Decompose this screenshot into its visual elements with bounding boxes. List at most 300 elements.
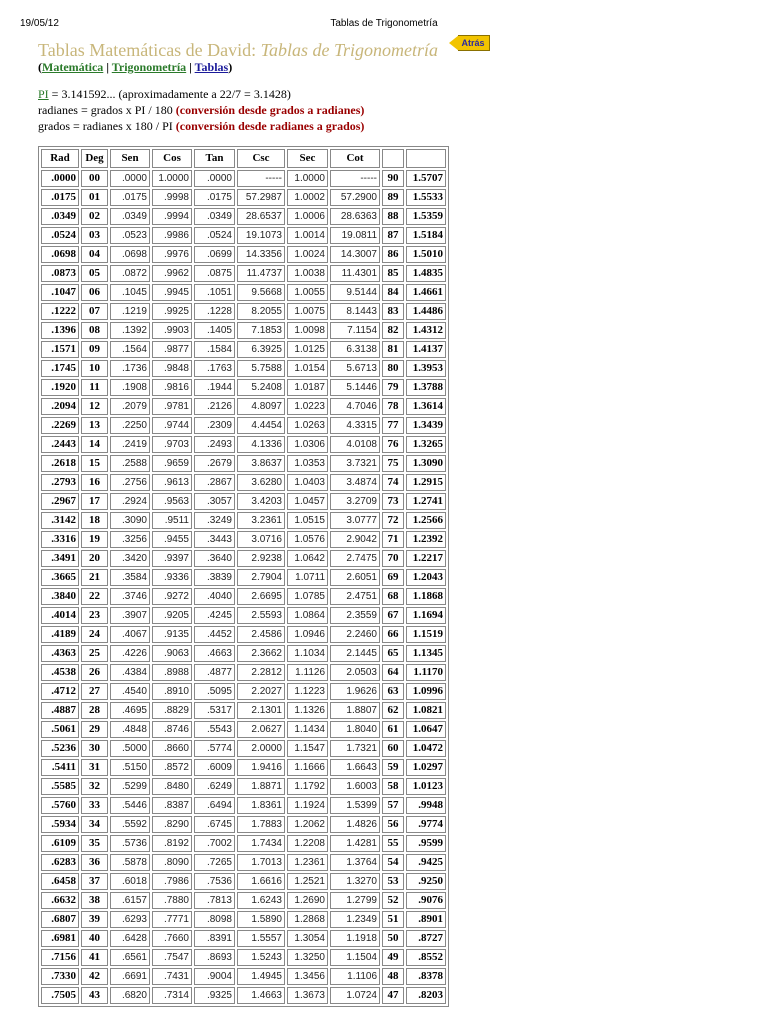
table-row (41, 721, 446, 738)
cell-csc: 1.8361 (237, 797, 285, 814)
cell-rad-complement: 1.2915 (406, 474, 446, 491)
cell-tan: .7265 (194, 854, 235, 871)
cell-sec: 1.1126 (287, 664, 328, 681)
cell-cot: 1.8807 (330, 702, 380, 719)
cell-sen: .6293 (110, 911, 150, 928)
cell-rad-complement: 1.5707 (406, 170, 446, 187)
cell-deg: 02 (81, 208, 108, 225)
cell-rad: .1745 (41, 360, 79, 377)
cell-csc: 5.2408 (237, 379, 285, 396)
cell-sec: 1.0006 (287, 208, 328, 225)
table-row (41, 607, 446, 624)
pi-link[interactable]: PI (38, 87, 49, 101)
cell-sen: .0698 (110, 246, 150, 263)
cell-deg: 07 (81, 303, 108, 320)
breadcrumb-separator: | (186, 60, 195, 74)
table-row (41, 778, 446, 795)
cell-tan: .1763 (194, 360, 235, 377)
cell-deg: 40 (81, 930, 108, 947)
cell-sec: 1.2868 (287, 911, 328, 928)
cell-cos: .9272 (152, 588, 192, 605)
cell-deg-complement: 78 (382, 398, 404, 415)
cell-tan: .0699 (194, 246, 235, 263)
table-row (41, 436, 446, 453)
cell-sen: .1908 (110, 379, 150, 396)
cell-rad: .6981 (41, 930, 79, 947)
cell-sen: .2924 (110, 493, 150, 510)
cell-rad-complement: 1.2217 (406, 550, 446, 567)
cell-csc: 3.0716 (237, 531, 285, 548)
cell-deg: 22 (81, 588, 108, 605)
cell-deg: 03 (81, 227, 108, 244)
deg-to-rad-formula: radianes = grados x PI / 180 (38, 103, 176, 117)
cell-deg: 10 (81, 360, 108, 377)
cell-rad: .3142 (41, 512, 79, 529)
cell-tan: .6494 (194, 797, 235, 814)
cell-csc: 1.4663 (237, 987, 285, 1004)
cell-deg: 36 (81, 854, 108, 871)
cell-rad-complement: 1.4312 (406, 322, 446, 339)
table-row (41, 398, 446, 415)
cell-deg: 43 (81, 987, 108, 1004)
cell-sec: 1.0785 (287, 588, 328, 605)
cell-deg: 13 (81, 417, 108, 434)
cell-sec: 1.1434 (287, 721, 328, 738)
cell-deg-complement: 64 (382, 664, 404, 681)
cell-cot: 2.2460 (330, 626, 380, 643)
cell-deg-complement: 61 (382, 721, 404, 738)
cell-csc: 2.3662 (237, 645, 285, 662)
cell-deg: 30 (81, 740, 108, 757)
cell-cos: .7314 (152, 987, 192, 1004)
table-row (41, 493, 446, 510)
cell-sen: .5150 (110, 759, 150, 776)
cell-cot: 1.2799 (330, 892, 380, 909)
cell-sen: .5000 (110, 740, 150, 757)
cell-sec: 1.0223 (287, 398, 328, 415)
cell-rad-complement: 1.3953 (406, 360, 446, 377)
cell-rad: .2967 (41, 493, 79, 510)
cell-cos: .9511 (152, 512, 192, 529)
cell-sec: 1.2361 (287, 854, 328, 871)
cell-cot: 3.0777 (330, 512, 380, 529)
cell-csc: 1.4945 (237, 968, 285, 985)
cell-sec: 1.0306 (287, 436, 328, 453)
cell-tan: .0000 (194, 170, 235, 187)
cell-cot: 5.1446 (330, 379, 380, 396)
cell-deg-complement: 68 (382, 588, 404, 605)
cell-rad: .5934 (41, 816, 79, 833)
cell-sec: 1.0014 (287, 227, 328, 244)
cell-cos: .8572 (152, 759, 192, 776)
cell-cot: 1.3270 (330, 873, 380, 890)
cell-deg-complement: 48 (382, 968, 404, 985)
col-header-cos: Cos (152, 149, 192, 168)
cell-csc: 1.8871 (237, 778, 285, 795)
cell-rad: .2443 (41, 436, 79, 453)
cell-cot: 1.9626 (330, 683, 380, 700)
cell-deg-complement: 71 (382, 531, 404, 548)
page-title-main: Tablas Matemáticas de David: (38, 40, 257, 60)
cell-rad: .3840 (41, 588, 79, 605)
cell-cot: 3.7321 (330, 455, 380, 472)
cell-csc: 2.6695 (237, 588, 285, 605)
cell-deg-complement: 80 (382, 360, 404, 377)
cell-rad: .7505 (41, 987, 79, 1004)
cell-deg-complement: 56 (382, 816, 404, 833)
cell-sen: .6428 (110, 930, 150, 947)
cell-tan: .5095 (194, 683, 235, 700)
back-button[interactable] (449, 34, 493, 52)
cell-csc: 14.3356 (237, 246, 285, 263)
cell-rad: .2269 (41, 417, 79, 434)
cell-sec: 1.0576 (287, 531, 328, 548)
cell-csc: 11.4737 (237, 265, 285, 282)
cell-deg-complement: 83 (382, 303, 404, 320)
cell-rad: .6807 (41, 911, 79, 928)
table-row (41, 341, 446, 358)
cell-rad: .7330 (41, 968, 79, 985)
cell-deg-complement: 59 (382, 759, 404, 776)
cell-cos: .9986 (152, 227, 192, 244)
cell-rad-complement: 1.1519 (406, 626, 446, 643)
cell-rad: .6109 (41, 835, 79, 852)
cell-tan: .1228 (194, 303, 235, 320)
cell-tan: .4452 (194, 626, 235, 643)
cell-deg: 16 (81, 474, 108, 491)
cell-sec: 1.0403 (287, 474, 328, 491)
cell-csc: 1.7434 (237, 835, 285, 852)
cell-rad-complement: 1.2392 (406, 531, 446, 548)
cell-sen: .3420 (110, 550, 150, 567)
cell-rad: .0698 (41, 246, 79, 263)
cell-deg-complement: 84 (382, 284, 404, 301)
cell-sen: .4540 (110, 683, 150, 700)
cell-cos: .9135 (152, 626, 192, 643)
cell-tan: .4877 (194, 664, 235, 681)
cell-csc: 2.4586 (237, 626, 285, 643)
cell-sec: 1.0154 (287, 360, 328, 377)
cell-tan: .3839 (194, 569, 235, 586)
table-row (41, 455, 446, 472)
cell-sen: .6691 (110, 968, 150, 985)
cell-cot: 2.7475 (330, 550, 380, 567)
cell-sen: .1736 (110, 360, 150, 377)
rad-to-deg-note: (conversión desde radianes a grados) (175, 119, 365, 133)
cell-deg-complement: 69 (382, 569, 404, 586)
cell-tan: .9004 (194, 968, 235, 985)
cell-deg-complement: 85 (382, 265, 404, 282)
nav-link-matematica[interactable]: Matemática (42, 60, 104, 74)
cell-rad: .6458 (41, 873, 79, 890)
cell-sec: 1.0864 (287, 607, 328, 624)
cell-sen: .1045 (110, 284, 150, 301)
table-row (41, 816, 446, 833)
cell-deg-complement: 88 (382, 208, 404, 225)
cell-tan: .1051 (194, 284, 235, 301)
cell-cot: 1.7321 (330, 740, 380, 757)
cell-rad: .6632 (41, 892, 79, 909)
cell-cot: 9.5144 (330, 284, 380, 301)
cell-rad: .3491 (41, 550, 79, 567)
cell-csc: 1.6243 (237, 892, 285, 909)
trig-table-container (38, 146, 449, 1007)
col-header-csc: Csc (237, 149, 285, 168)
table-row (41, 208, 446, 225)
cell-sen: .2250 (110, 417, 150, 434)
cell-cos: .9781 (152, 398, 192, 415)
cell-deg: 05 (81, 265, 108, 282)
cell-cot: 1.4281 (330, 835, 380, 852)
cell-csc: 28.6537 (237, 208, 285, 225)
table-row (41, 835, 446, 852)
cell-csc: 3.4203 (237, 493, 285, 510)
nav-link-tablas[interactable]: Tablas (194, 60, 229, 74)
cell-sen: .2419 (110, 436, 150, 453)
cell-rad: .5585 (41, 778, 79, 795)
cell-tan: .1584 (194, 341, 235, 358)
nav-link-trigonometria[interactable]: Trigonometría (111, 60, 187, 74)
cell-rad-complement: 1.0472 (406, 740, 446, 757)
cell-rad-complement: 1.2741 (406, 493, 446, 510)
col-header-tan: Tan (194, 149, 235, 168)
cell-deg: 41 (81, 949, 108, 966)
cell-tan: .0875 (194, 265, 235, 282)
cell-tan: .2309 (194, 417, 235, 434)
cell-deg-complement: 52 (382, 892, 404, 909)
cell-csc: 1.5890 (237, 911, 285, 928)
cell-sec: 1.0946 (287, 626, 328, 643)
print-date: 19/05/12 (20, 18, 59, 29)
cell-sen: .3746 (110, 588, 150, 605)
table-row (41, 797, 446, 814)
cell-deg-complement: 76 (382, 436, 404, 453)
cell-csc: 2.9238 (237, 550, 285, 567)
table-row (41, 531, 446, 548)
page-title (38, 38, 738, 60)
cell-csc: 2.5593 (237, 607, 285, 624)
cell-sen: .6561 (110, 949, 150, 966)
cell-deg: 04 (81, 246, 108, 263)
cell-cot: 1.6003 (330, 778, 380, 795)
cell-cos: .7547 (152, 949, 192, 966)
cell-tan: .7002 (194, 835, 235, 852)
cell-csc: 4.1336 (237, 436, 285, 453)
cell-deg: 33 (81, 797, 108, 814)
cell-sen: .0000 (110, 170, 150, 187)
cell-deg-complement: 90 (382, 170, 404, 187)
cell-cos: .9744 (152, 417, 192, 434)
cell-cos: .9659 (152, 455, 192, 472)
breadcrumb (38, 60, 232, 75)
cell-sec: 1.0263 (287, 417, 328, 434)
cell-tan: .6745 (194, 816, 235, 833)
table-body (41, 170, 446, 1004)
cell-deg-complement: 66 (382, 626, 404, 643)
cell-rad: .5760 (41, 797, 79, 814)
cell-rad-complement: 1.0647 (406, 721, 446, 738)
cell-sen: .2588 (110, 455, 150, 472)
cell-sec: 1.0002 (287, 189, 328, 206)
table-row (41, 949, 446, 966)
cell-cot: 4.7046 (330, 398, 380, 415)
cell-sen: .5878 (110, 854, 150, 871)
cell-tan: .3443 (194, 531, 235, 548)
cell-cos: .8829 (152, 702, 192, 719)
cell-csc: ----- (237, 170, 285, 187)
cell-rad-complement: 1.5010 (406, 246, 446, 263)
cell-rad-complement: 1.4661 (406, 284, 446, 301)
cell-sen: .5592 (110, 816, 150, 833)
cell-tan: .1944 (194, 379, 235, 396)
cell-tan: .0349 (194, 208, 235, 225)
cell-sen: .4067 (110, 626, 150, 643)
rad-to-deg-formula: grados = radianes x 180 / PI (38, 119, 176, 133)
cell-deg-complement: 50 (382, 930, 404, 947)
cell-tan: .5543 (194, 721, 235, 738)
cell-csc: 3.2361 (237, 512, 285, 529)
cell-deg-complement: 75 (382, 455, 404, 472)
cell-rad-complement: 1.0996 (406, 683, 446, 700)
cell-deg-complement: 62 (382, 702, 404, 719)
table-row (41, 759, 446, 776)
table-row (41, 930, 446, 947)
table-row (41, 626, 446, 643)
cell-deg-complement: 51 (382, 911, 404, 928)
cell-deg-complement: 65 (382, 645, 404, 662)
cell-deg: 31 (81, 759, 108, 776)
cell-rad-complement: 1.1170 (406, 664, 446, 681)
cell-rad-complement: .8552 (406, 949, 446, 966)
breadcrumb-open: ( (38, 60, 42, 74)
cell-sec: 1.1924 (287, 797, 328, 814)
cell-rad-complement: 1.3265 (406, 436, 446, 453)
cell-csc: 1.5557 (237, 930, 285, 947)
table-row (41, 569, 446, 586)
cell-rad: .3665 (41, 569, 79, 586)
cell-sec: 1.0024 (287, 246, 328, 263)
cell-deg-complement: 74 (382, 474, 404, 491)
cell-cot: 1.4826 (330, 816, 380, 833)
cell-rad-complement: 1.5533 (406, 189, 446, 206)
cell-cot: 1.1918 (330, 930, 380, 947)
cell-rad: .2094 (41, 398, 79, 415)
cell-tan: .9325 (194, 987, 235, 1004)
deg-to-rad-line (38, 102, 364, 118)
cell-cot: 2.3559 (330, 607, 380, 624)
cell-sec: 1.0038 (287, 265, 328, 282)
cell-tan: .4663 (194, 645, 235, 662)
back-button-label: Atrás (458, 35, 490, 51)
cell-cos: .9848 (152, 360, 192, 377)
cell-rad: .0873 (41, 265, 79, 282)
cell-tan: .3057 (194, 493, 235, 510)
cell-csc: 2.0627 (237, 721, 285, 738)
cell-cos: 1.0000 (152, 170, 192, 187)
cell-cos: .8192 (152, 835, 192, 852)
cell-deg-complement: 87 (382, 227, 404, 244)
cell-deg: 34 (81, 816, 108, 833)
cell-deg-complement: 60 (382, 740, 404, 757)
cell-deg: 32 (81, 778, 108, 795)
table-row (41, 360, 446, 377)
cell-csc: 8.2055 (237, 303, 285, 320)
cell-deg: 18 (81, 512, 108, 529)
cell-deg: 01 (81, 189, 108, 206)
cell-cos: .9063 (152, 645, 192, 662)
cell-cos: .8988 (152, 664, 192, 681)
table-row (41, 645, 446, 662)
cell-cot: 1.3764 (330, 854, 380, 871)
cell-cos: .8090 (152, 854, 192, 871)
cell-tan: .0524 (194, 227, 235, 244)
cell-tan: .2126 (194, 398, 235, 415)
cell-rad-complement: 1.3614 (406, 398, 446, 415)
cell-rad-complement: .8203 (406, 987, 446, 1004)
cell-cos: .9903 (152, 322, 192, 339)
cell-csc: 3.8637 (237, 455, 285, 472)
cell-deg-complement: 55 (382, 835, 404, 852)
cell-deg: 39 (81, 911, 108, 928)
info-block (38, 86, 364, 134)
cell-cos: .8480 (152, 778, 192, 795)
print-title: Tablas de Trigonometría (330, 18, 438, 29)
cell-tan: .8693 (194, 949, 235, 966)
breadcrumb-close: ) (228, 60, 233, 74)
cell-cos: .9976 (152, 246, 192, 263)
cell-csc: 3.6280 (237, 474, 285, 491)
cell-tan: .3640 (194, 550, 235, 567)
cell-deg-complement: 86 (382, 246, 404, 263)
trig-table (38, 146, 449, 1007)
cell-tan: .8391 (194, 930, 235, 947)
cell-sen: .4695 (110, 702, 150, 719)
cell-sen: .0872 (110, 265, 150, 282)
cell-deg: 28 (81, 702, 108, 719)
cell-cos: .9613 (152, 474, 192, 491)
rad-to-deg-line (38, 118, 364, 134)
cell-deg: 08 (81, 322, 108, 339)
cell-deg-complement: 82 (382, 322, 404, 339)
cell-rad: .5411 (41, 759, 79, 776)
cell-cot: 4.3315 (330, 417, 380, 434)
cell-rad: .2793 (41, 474, 79, 491)
cell-cot: 1.8040 (330, 721, 380, 738)
cell-rad-complement: .9948 (406, 797, 446, 814)
cell-tan: .5774 (194, 740, 235, 757)
cell-rad: .5236 (41, 740, 79, 757)
cell-sen: .0523 (110, 227, 150, 244)
cell-cos: .9945 (152, 284, 192, 301)
table-row (41, 550, 446, 567)
cell-deg: 06 (81, 284, 108, 301)
cell-rad: .4363 (41, 645, 79, 662)
cell-cos: .9998 (152, 189, 192, 206)
cell-deg-complement: 72 (382, 512, 404, 529)
cell-csc: 1.5243 (237, 949, 285, 966)
cell-cot: 3.2709 (330, 493, 380, 510)
cell-sen: .1564 (110, 341, 150, 358)
cell-sec: 1.0642 (287, 550, 328, 567)
cell-sen: .3584 (110, 569, 150, 586)
col-header-rad: Rad (41, 149, 79, 168)
cell-rad: .5061 (41, 721, 79, 738)
cell-sen: .0175 (110, 189, 150, 206)
cell-sen: .6820 (110, 987, 150, 1004)
cell-rad: .0349 (41, 208, 79, 225)
cell-deg-complement: 63 (382, 683, 404, 700)
cell-rad-complement: 1.5359 (406, 208, 446, 225)
